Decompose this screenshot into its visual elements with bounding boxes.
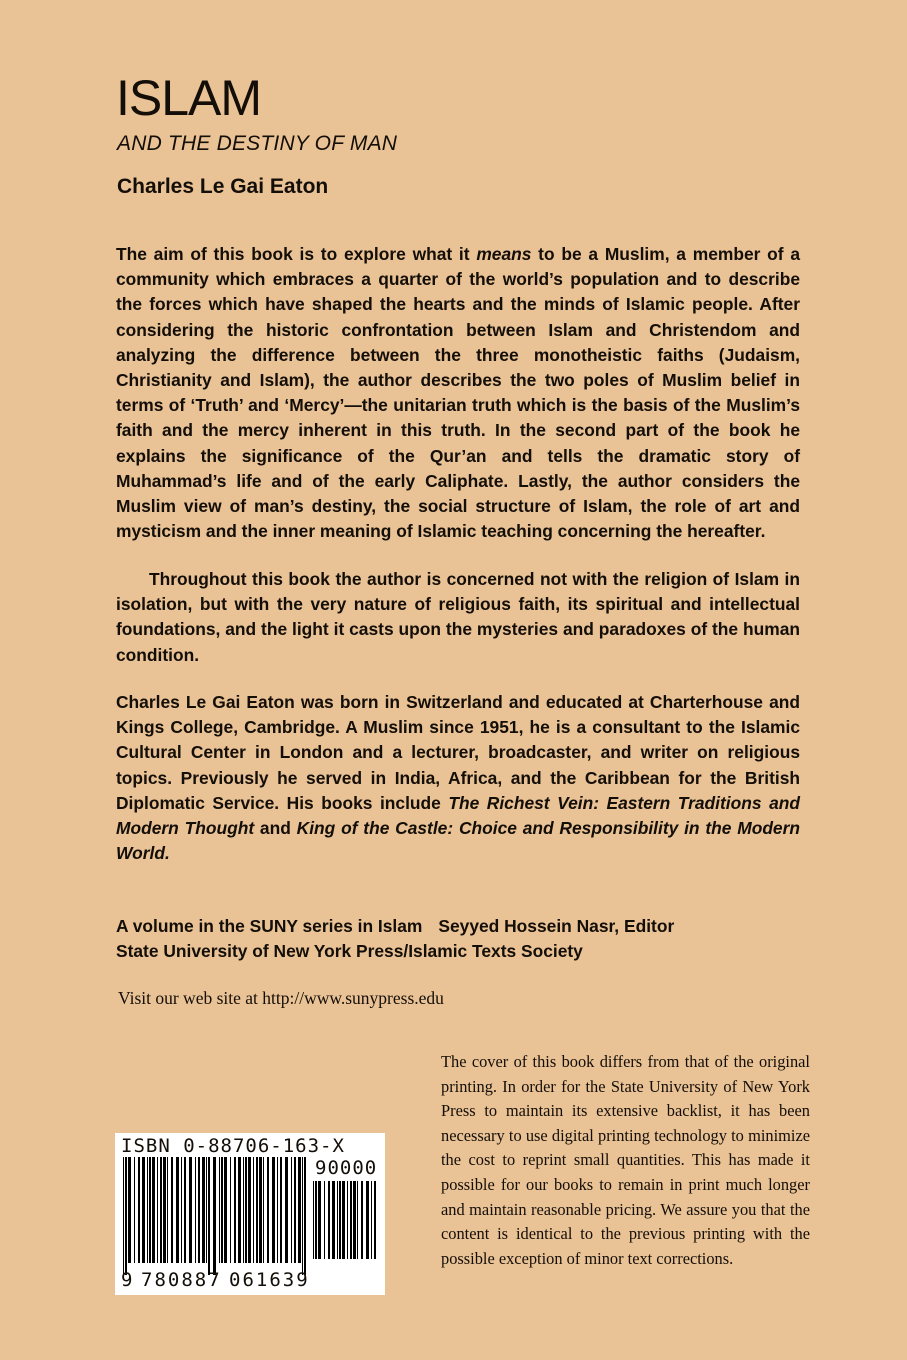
barcode-bar	[361, 1181, 363, 1259]
barcode-bar	[315, 1181, 317, 1259]
barcode-bar	[298, 1157, 301, 1263]
description-text-rest: to be a Muslim, a member of a community which embraces a quarter of the world’s population and to describe the forces which have shaped the hearts and the minds of Islamic people. After considering the historic confrontation between Islam and Christendom and analyzing the difference between the three monotheistic faiths (Judaism, Christianity and Islam), the author describes the two poles of Muslim belief in terms of ‘Truth’ and ‘Mercy’—the unitarian truth which is the basis of the Muslim’s faith and the mercy inherent in this truth. In the second part of the book he explains the significance of the Qur’an and tells the dramatic story of Muhammad’s life and of the early Caliphate. Lastly, the author considers the Muslim view of man’s destiny, the social structure of Islam, the role of art and mysticism and the inner meaning of Islamic teaching concerning the hereafter.	[116, 244, 800, 542]
barcode-bar	[171, 1157, 173, 1263]
barcode-bar	[342, 1181, 345, 1259]
barcode-bar	[142, 1157, 145, 1263]
barcode-bar	[208, 1157, 210, 1275]
description-text-start: The aim of this book is to explore what it	[116, 244, 477, 264]
isbn-label: ISBN 0-88706-163-X	[121, 1135, 345, 1157]
barcode-bar	[160, 1157, 162, 1263]
description-emphasis: means	[476, 244, 532, 264]
price-addon-label: 90000	[315, 1157, 378, 1179]
author-bio	[116, 690, 800, 866]
barcode-bar	[337, 1181, 338, 1259]
ean-right-digits: 061639	[229, 1269, 310, 1291]
barcode-bar	[128, 1157, 131, 1263]
barcode-bar	[243, 1157, 244, 1263]
ean-barcode-bars	[123, 1157, 309, 1275]
barcode-bar	[280, 1157, 282, 1263]
barcode-bar	[332, 1181, 335, 1259]
author-bio-text: Charles Le Gai Eaton was born in Switzerland and educated at Charterhouse and Kings College, Cambridge. A Muslim since 1951, he is a consultant to the Islamic Cultural Center in London and a lecturer, broadcaster, and writer on religious topics. Previously he served in India, Africa, and the Caribbean for the British Diplomatic Service. His books include	[116, 692, 800, 813]
barcode-bar	[152, 1157, 155, 1263]
barcode-bar	[294, 1157, 296, 1263]
barcode-bar	[259, 1157, 262, 1263]
author-bio-and: and	[254, 818, 297, 839]
barcode-bar	[353, 1181, 356, 1259]
description-paragraph-1	[116, 242, 800, 544]
barcode-bar	[347, 1181, 348, 1259]
barcode-bar	[371, 1181, 372, 1259]
series-line: A volume in the SUNY series in Islam	[116, 916, 423, 936]
barcode-bar	[350, 1181, 352, 1259]
barcode-bar	[313, 1181, 314, 1259]
barcode-bar	[163, 1157, 166, 1263]
barcode-bar	[189, 1157, 192, 1263]
barcode-bar	[267, 1157, 269, 1263]
barcode-bar	[167, 1157, 168, 1263]
ean-first-digit: 9	[121, 1269, 133, 1291]
barcode-bar	[272, 1157, 275, 1263]
book-title-king-of-castle: King of the Castle: Choice and Responsibility in the Modern World.	[116, 818, 800, 864]
barcode-bar	[206, 1157, 207, 1263]
barcode-bar	[149, 1157, 151, 1263]
series-editor: Seyyed Hossein Nasr, Editor	[438, 916, 675, 936]
barcode-bar	[238, 1157, 241, 1263]
barcode-bar	[202, 1157, 205, 1263]
barcode-bar	[234, 1157, 236, 1263]
barcode-bar	[318, 1181, 321, 1259]
ean-left-digits: 780887	[141, 1269, 222, 1291]
barcode-bar	[324, 1181, 325, 1259]
barcode-bar	[213, 1157, 216, 1275]
book-title: ISLAM	[116, 70, 262, 126]
barcode-bar	[176, 1157, 179, 1263]
barcode-bar	[253, 1157, 254, 1263]
barcode-bar	[248, 1157, 251, 1263]
series-info	[116, 914, 816, 964]
barcode-bar	[302, 1157, 303, 1275]
barcode-bar	[224, 1157, 227, 1263]
reprint-notice: The cover of this book differs from that of the original printing. In order for the State University of New York Press to maintain its extensive backlist, it has been necessary to use digital printing technology to minimize the cost to reprint small quantities. This has made it possible for our books to remain in print much longer and maintain reasonable pricing. We assure you that the content is identical to the previous printing with the possible exception of minor text corrections.	[441, 1052, 810, 1268]
barcode-bar	[245, 1157, 247, 1263]
barcode-bar	[195, 1157, 196, 1263]
barcode-bar	[147, 1157, 148, 1263]
barcode-bar	[134, 1157, 135, 1263]
description-paragraph-2: Throughout this book the author is concerned not with the religion of Islam in isolation, but with the very nature of religious faith, its spiritual and intellectual foundations, and the light it casts upon the mysteries and paradoxes of the human condition.	[116, 569, 800, 665]
barcode-bar	[181, 1157, 182, 1263]
addon-barcode-bars	[313, 1181, 379, 1271]
barcode-bar	[328, 1181, 330, 1259]
publisher-line: State University of New York Press/Islamic Texts Society	[116, 941, 583, 961]
barcode-bar	[339, 1181, 341, 1259]
barcode-bar	[138, 1157, 140, 1263]
barcode-bar	[277, 1157, 278, 1263]
isbn-barcode	[115, 1133, 385, 1295]
barcode-bar	[304, 1157, 306, 1275]
barcode-bar	[125, 1157, 127, 1275]
book-title-richest-vein: The Richest Vein: Eastern Traditions and Modern Thought	[116, 792, 800, 839]
barcode-bar	[285, 1157, 288, 1263]
barcode-bar	[123, 1157, 124, 1275]
barcode-bar	[374, 1181, 376, 1259]
book-subtitle: AND THE DESTINY OF MAN	[117, 132, 398, 155]
barcode-bar	[357, 1181, 358, 1259]
barcode-bar	[184, 1157, 186, 1263]
barcode-bar	[366, 1181, 369, 1259]
website-line: Visit our web site at http://www.sunypress.edu	[118, 988, 444, 1008]
barcode-bar	[291, 1157, 292, 1263]
barcode-bar	[219, 1157, 220, 1263]
barcode-bar	[221, 1157, 223, 1263]
barcode-bar	[230, 1157, 231, 1263]
author-name: Charles Le Gai Eaton	[117, 175, 329, 198]
barcode-bar	[157, 1157, 158, 1263]
barcode-bar	[256, 1157, 258, 1263]
barcode-bar	[198, 1157, 200, 1263]
barcode-bar	[263, 1157, 264, 1263]
